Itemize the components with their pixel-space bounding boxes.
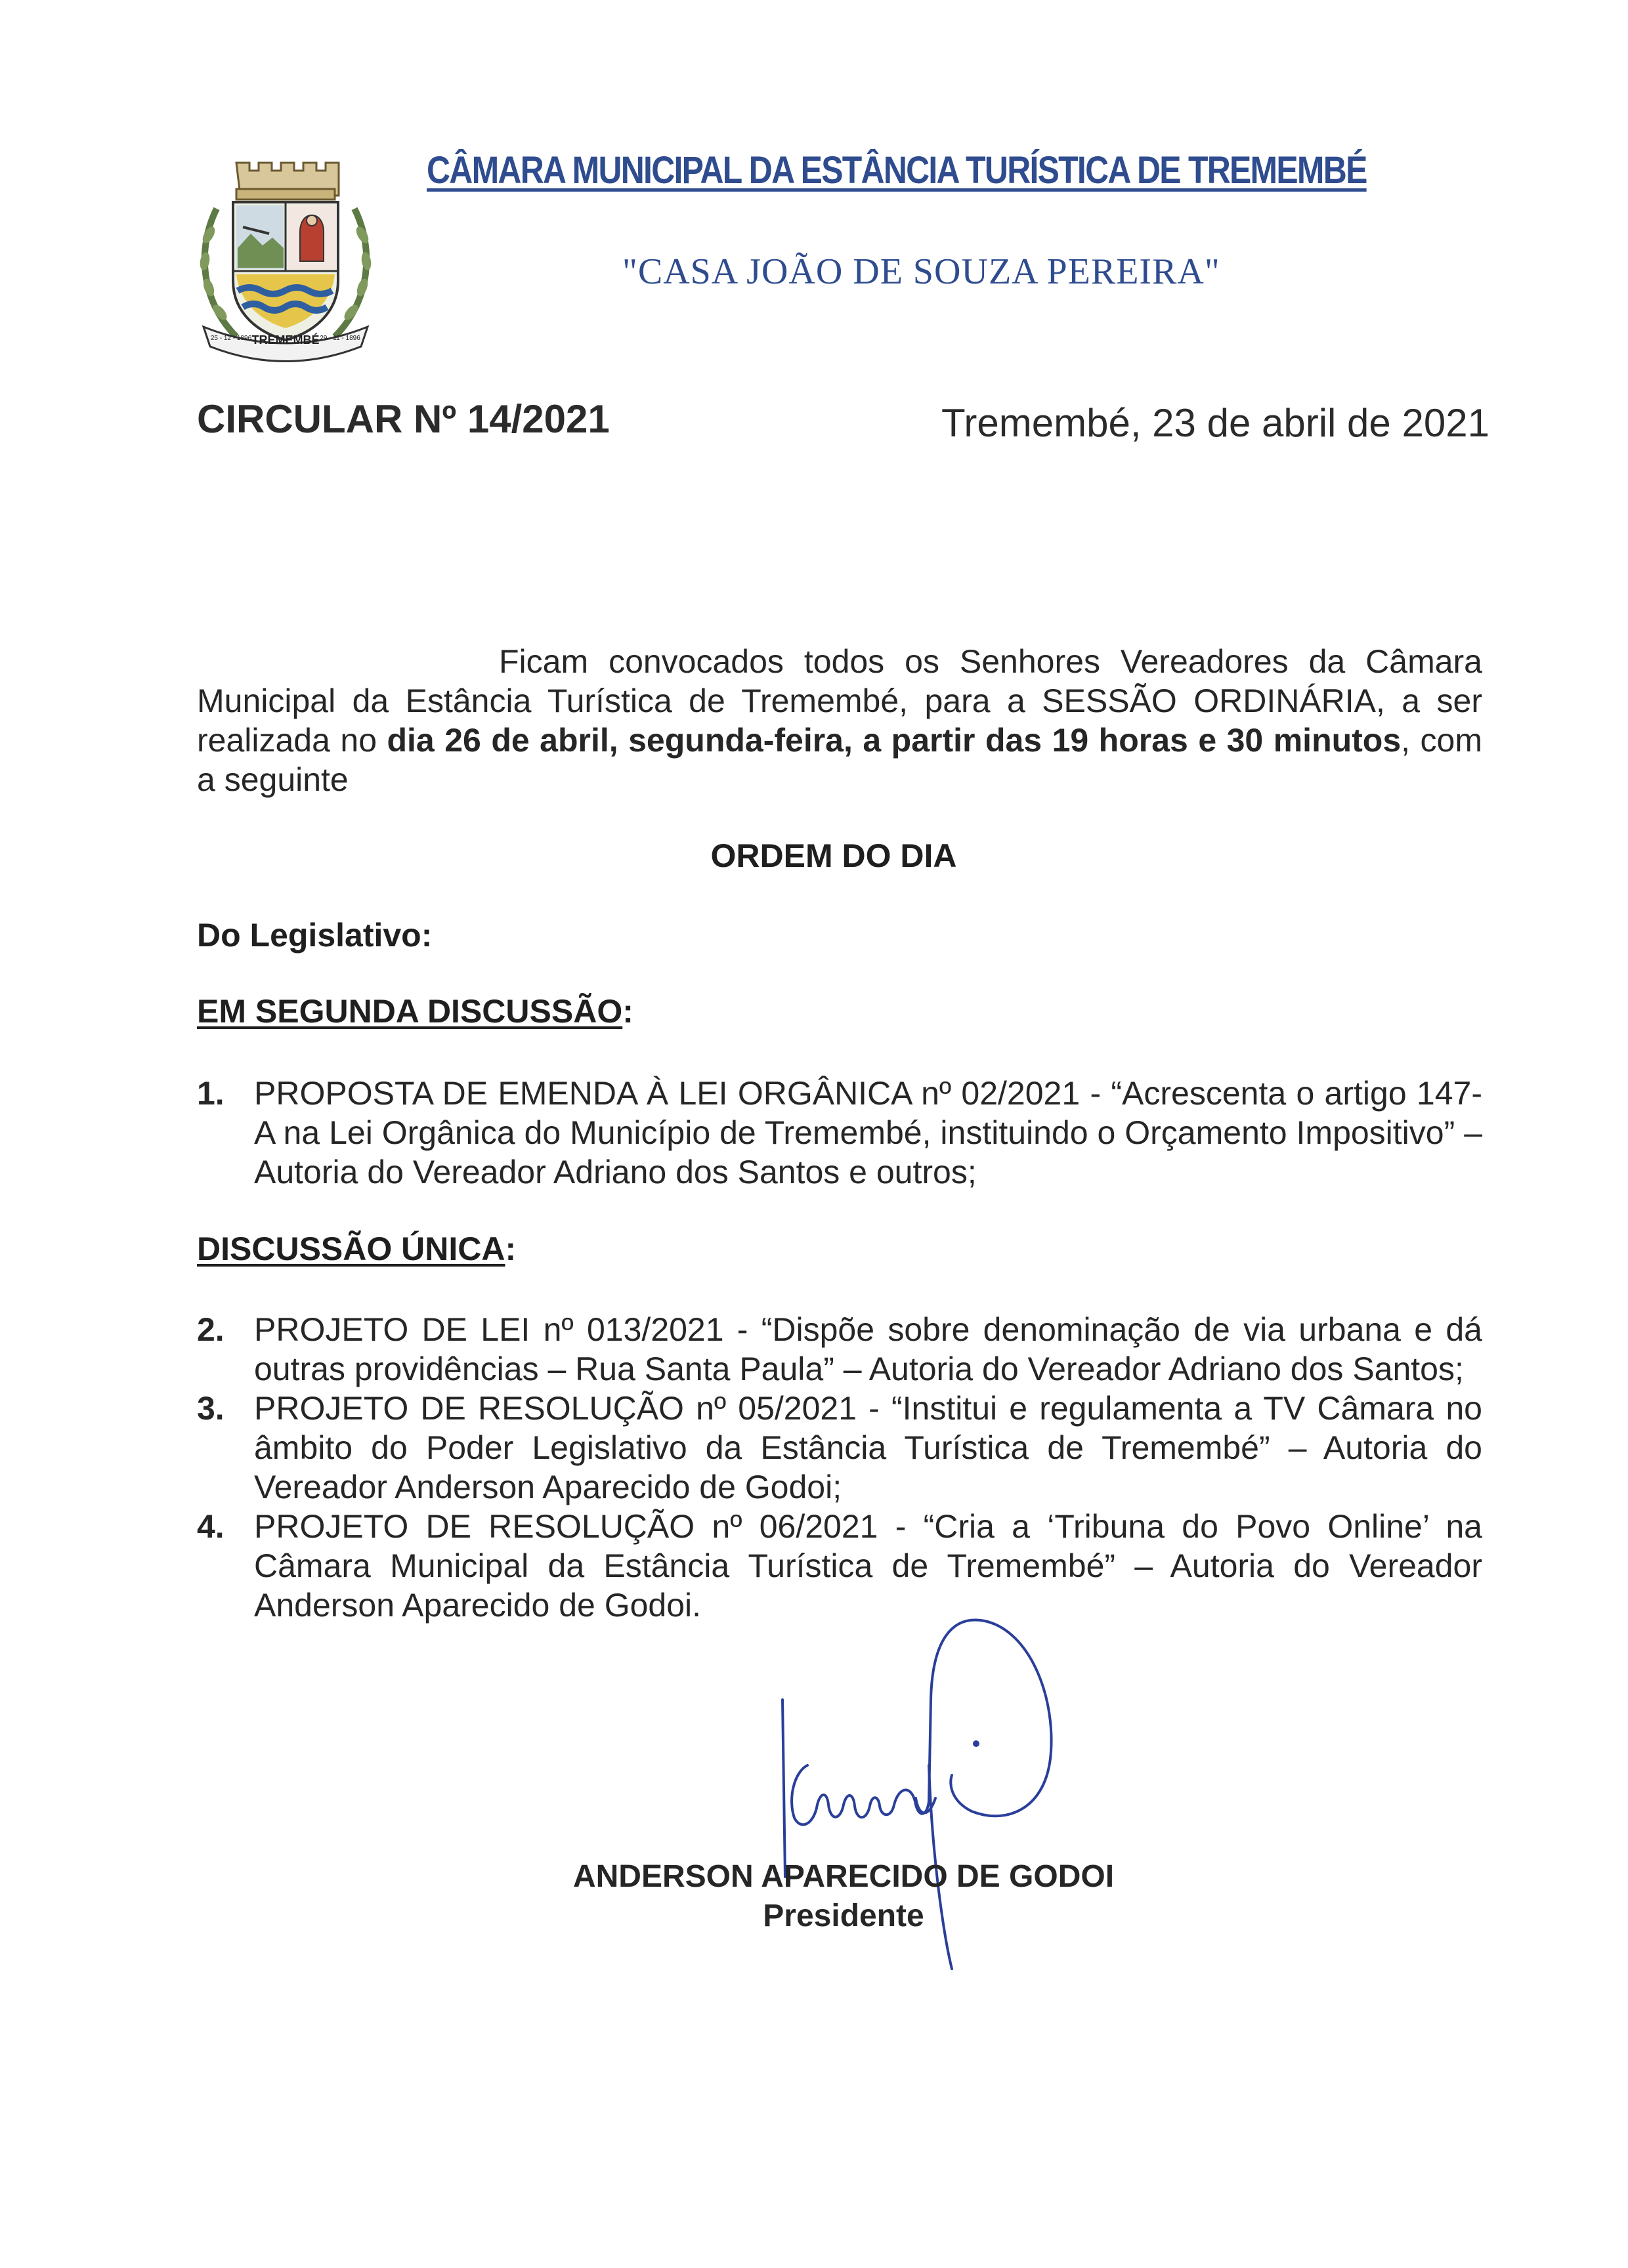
convocation-paragraph bbox=[197, 642, 1482, 799]
agenda-item-text: PROJETO DE RESOLUÇÃO nº 05/2021 - “Institui e regulamenta a TV Câmara no âmbito do Poder Legislativo da Estância Turística de Tremembé” – Autoria do Vereador Anderson Aparecido de Godoi; bbox=[254, 1390, 1482, 1505]
signatory-name: ANDERSON APARECIDO DE GODOI bbox=[572, 1859, 1115, 1894]
crest-date-right: 29 - 11 - 1896 bbox=[320, 335, 360, 342]
circular-date: Tremembé, 23 de abril de 2021 bbox=[941, 401, 1489, 445]
agenda-item-text: PROJETO DE LEI nº 013/2021 - “Dispõe sobre denominação de via urbana e dá outras providências – Rua Santa Paula” – Autoria do Vereador Adriano dos Santos; bbox=[254, 1311, 1482, 1387]
circular-number: CIRCULAR Nº 14/2021 bbox=[197, 397, 610, 441]
agenda-item-number: 4. bbox=[197, 1508, 225, 1545]
agenda-item-number: 2. bbox=[197, 1311, 225, 1348]
agenda-item-number: 3. bbox=[197, 1390, 225, 1427]
intro-text-1: Ficam convocados todos os Senhores Vereadores da Câmara Municipal da Estância Turística de Tremembé, para a SESSÃO ORDINÁRIA, a ser realizada no bbox=[197, 643, 1482, 759]
handwritten-signature bbox=[755, 1601, 1123, 1995]
agenda-item-text: PROPOSTA DE EMENDA À LEI ORGÂNICA nº 02/2021 - “Acrescenta o artigo 147-A na Lei Orgânica do Município de Tremembé, instituindo o Orçamento Impositivo” – Autoria do Vereador Adriano dos Santos e outros; bbox=[254, 1075, 1482, 1190]
section-second-discussion-label: EM SEGUNDA DISCUSSÃO bbox=[197, 993, 623, 1030]
section-second-discussion bbox=[197, 992, 633, 1030]
signatory-role: Presidente bbox=[763, 1899, 924, 1933]
agenda-item bbox=[197, 1389, 1482, 1507]
intro-text-2: , com a seguinte bbox=[197, 722, 1482, 798]
agenda-item-text: PROJETO DE RESOLUÇÃO nº 06/2021 - “Cria a ‘Tribuna do Povo Online’ na Câmara Municipal da Estância Turística de Tremembé” – Autoria do Vereador Anderson Aparecido de Godoi. bbox=[254, 1508, 1482, 1624]
crest-ribbon-text: TREMEMBÉ bbox=[251, 333, 320, 346]
section-single-discussion-label: DISCUSSÃO ÚNICA bbox=[197, 1230, 505, 1267]
agenda-item bbox=[197, 1310, 1482, 1389]
agenda-origin: Do Legislativo: bbox=[197, 917, 433, 954]
section-second-discussion-colon: : bbox=[622, 993, 633, 1030]
agenda-title: ORDEM DO DIA bbox=[710, 837, 957, 874]
section-single-discussion-colon: : bbox=[505, 1230, 517, 1267]
crest-date-left: 25 - 12 - 1896 bbox=[210, 335, 252, 342]
agenda-item-number: 1. bbox=[197, 1075, 225, 1112]
section-single-discussion bbox=[197, 1230, 516, 1268]
intro-session-time: dia 26 de abril, segunda-feira, a partir das 19 horas e 30 minutos bbox=[387, 722, 1402, 759]
chamber-subtitle: "CASA JOÃO DE SOUZA PEREIRA" bbox=[622, 251, 1220, 292]
agenda-item bbox=[197, 1074, 1482, 1192]
municipal-crest bbox=[190, 150, 381, 366]
chamber-title: CÂMARA MUNICIPAL DA ESTÂNCIA TURÍSTICA DE TREMEMBÉ bbox=[427, 149, 1367, 192]
